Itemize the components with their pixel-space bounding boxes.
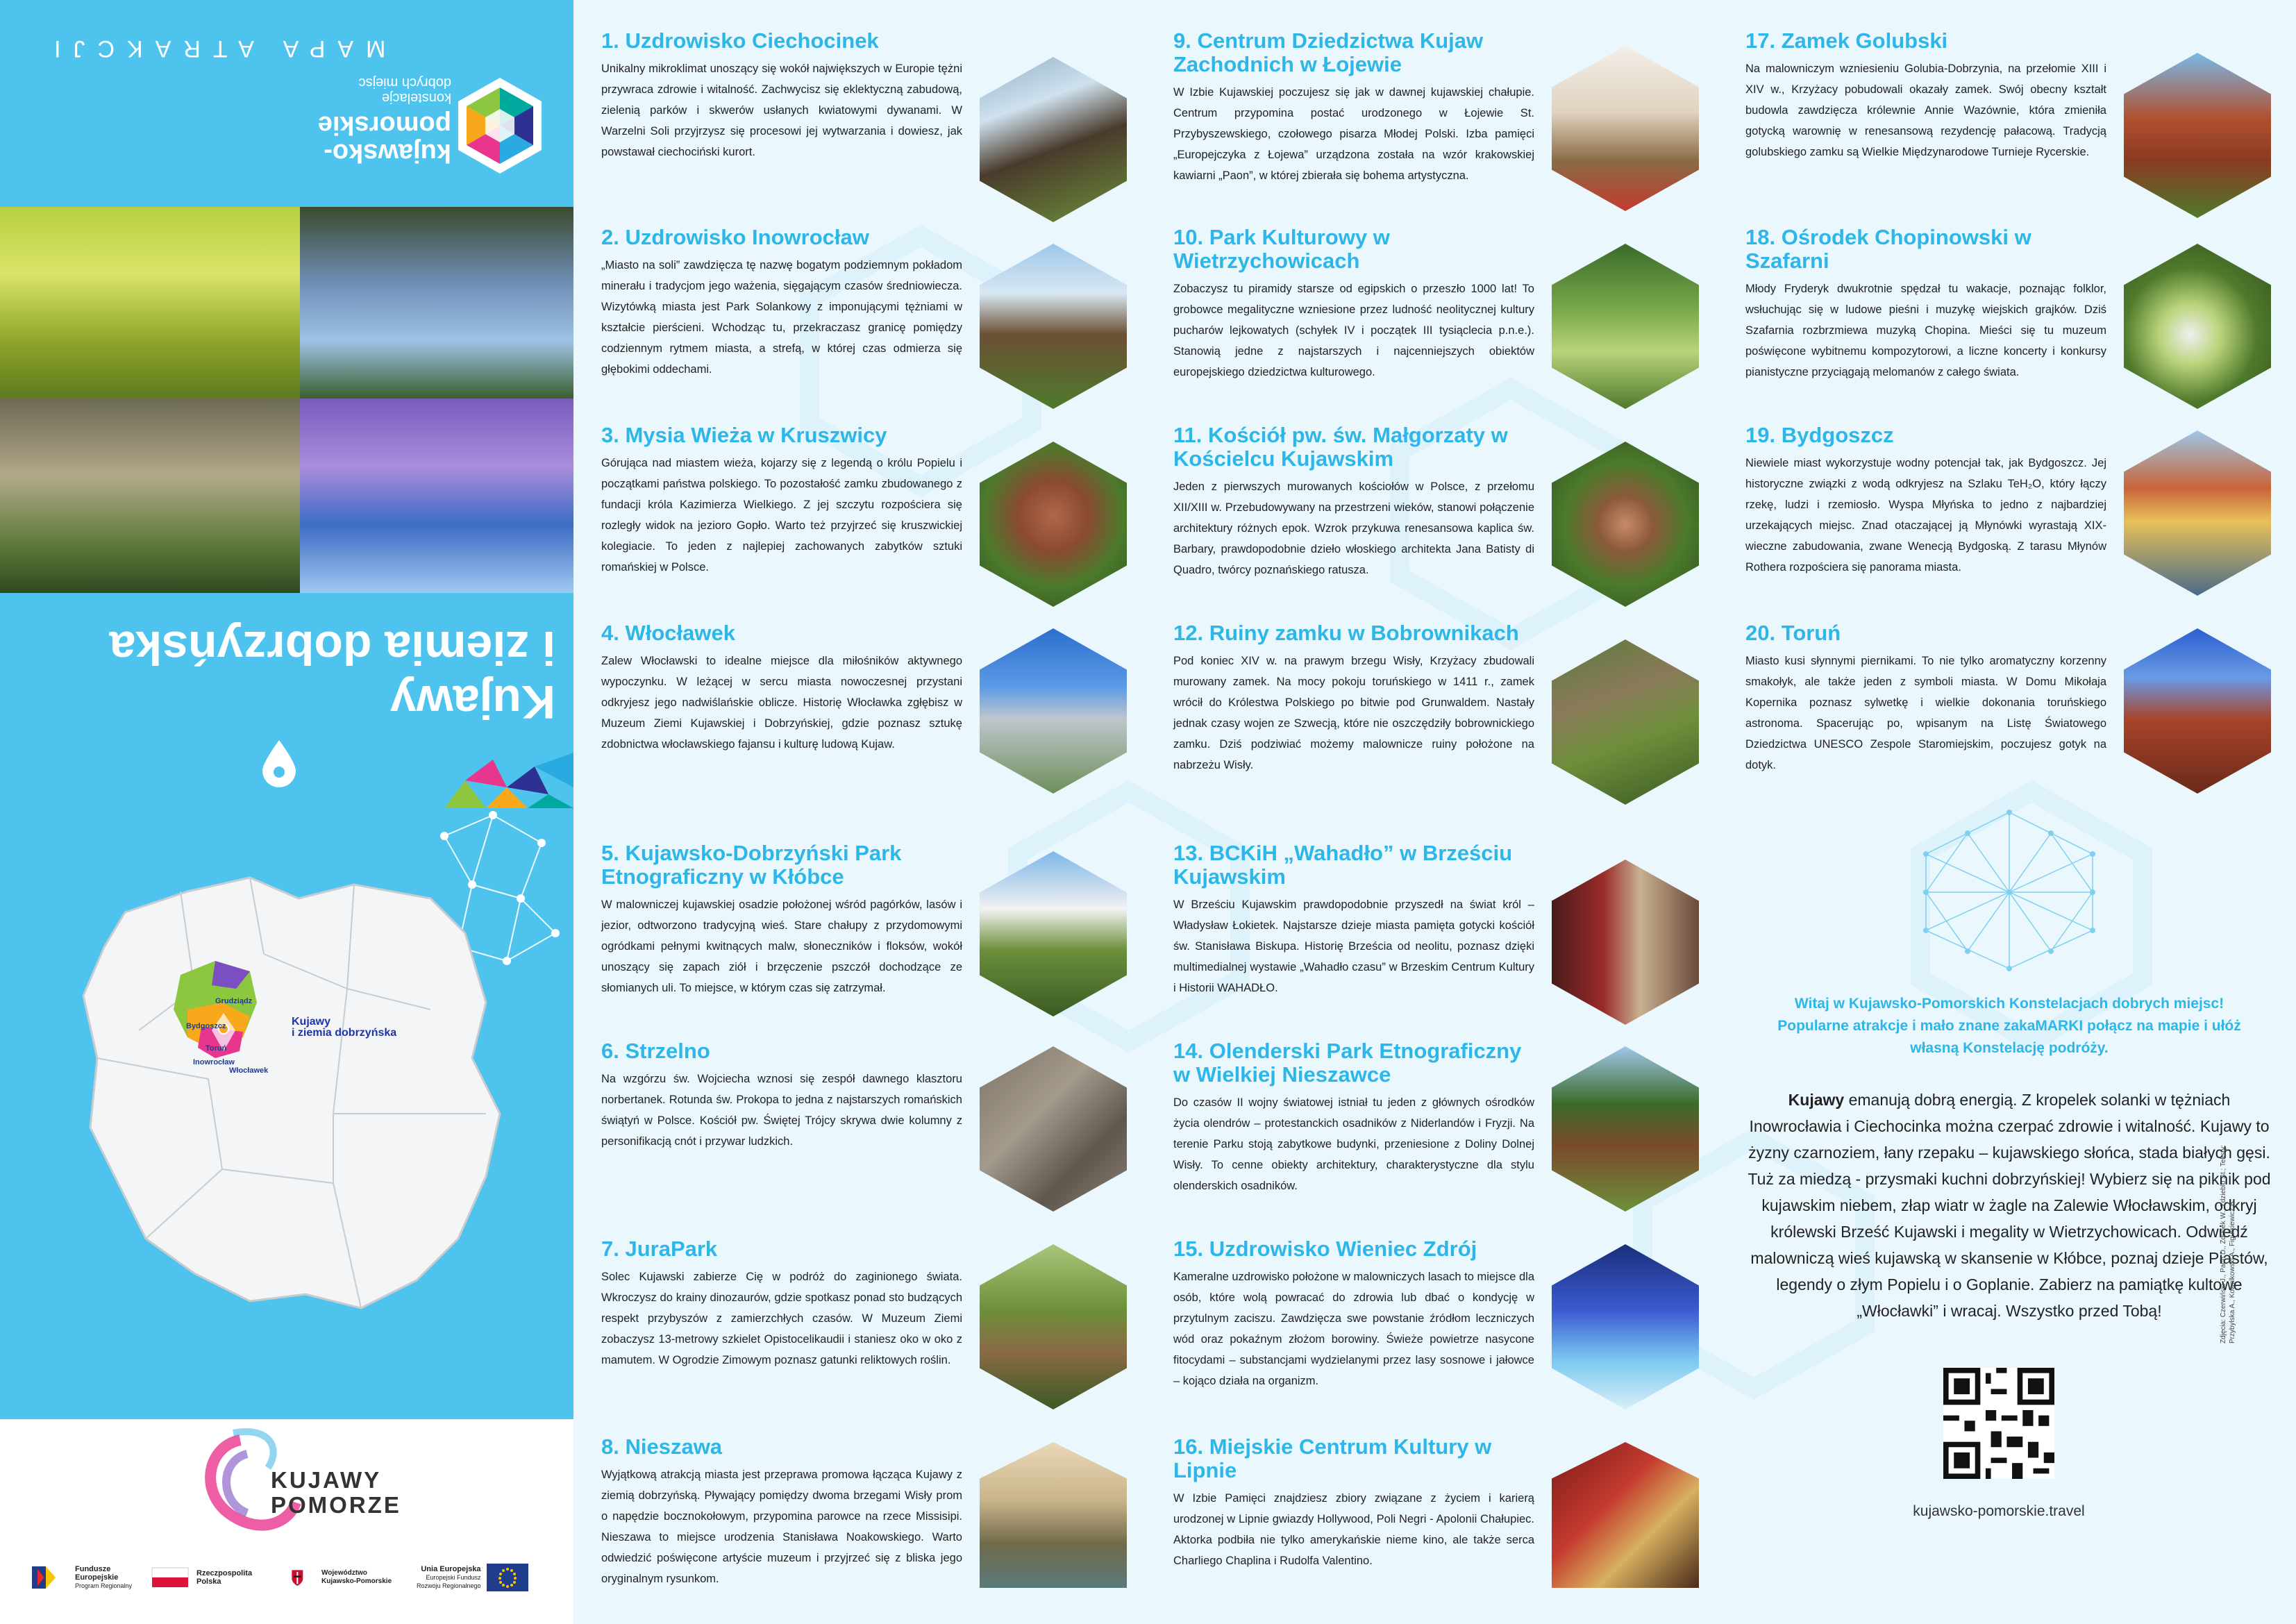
photo-hex-wloclawek (980, 628, 1127, 794)
attraction-title: 1. Uzdrowisko Ciechocinek (601, 28, 879, 53)
kujawy-pomorze-wordmark: KUJAWY POMORZE (271, 1467, 401, 1518)
attraction-text: Młody Fryderyk dwukrotnie spędzał tu wakacje, poznając folklor, wsłuchując się w ludowe pieśni i muzykę wiejskich grajków. Dziś Szafarnia rozbrzmiewa muzyką Chopina. Mieści się tu muzeum poświęcone wybitnemu kompozytorowi, a liczne koncerty i konkursy pianistyczne przyciągają melomanów z całego świata. (1745, 283, 2106, 378)
attraction-title: 8. Nieszawa (601, 1434, 723, 1459)
attraction-title: 17. Zamek Golubski (1745, 28, 1948, 53)
attraction-text: W malowniczej kujawskiej osadzie położonej wśród pagórków, lasów i jezior, odtworzono tradycyjną wieś. Stare chałupy z przydomowymi ogródkami pełnymi kwitnących malw, słoneczników i floksów, wokół unoszący się zapach ziół i brzęczenie pszczół dochodzące ze słomianych uli. To miejsce, w którym czas się zatrzymał. (601, 898, 962, 994)
invitation-text: Witaj w Kujawsko-Pomorskich Konstelacjach dobrych miejsc! Popularne atrakcje i mało znane zakaMARKI połącz na mapie i ułóż własną Konstelację podróży. (1777, 996, 2241, 1056)
attraction-title: 4. Włocławek (601, 621, 735, 645)
photo-hex-torun (2124, 628, 2271, 794)
cover-title-band (0, 593, 573, 808)
attraction-5 (601, 842, 1143, 998)
map-label-bydgoszcz: Bydgoszcz (186, 1022, 226, 1030)
attraction-title: 19. Bydgoszcz (1745, 423, 1894, 447)
attraction-12 (1173, 621, 1715, 776)
attraction-title: 5. Kujawsko-Dobrzyński Park Etnograficzny w Kłóbce (601, 841, 902, 889)
photo-hex-mysia-wieza (980, 442, 1127, 607)
attraction-14 (1173, 1039, 1715, 1196)
funding-logos-strip (28, 1557, 555, 1598)
attraction-11 (1173, 424, 1715, 580)
map-label-inowroclaw: Inowrocław (193, 1058, 235, 1066)
photo-hex-nieszawa (980, 1442, 1127, 1588)
constellation-logo-icon (458, 78, 542, 174)
photo-hex-lojewo (1552, 46, 1699, 211)
photo-hex-strzelno (980, 1046, 1127, 1212)
attraction-text: Unikalny mikroklimat unoszący się wokół największych w Europie tężni przywraca zdrowie i witalność. Zachwycisz się eklektyczną zabudową, zielenią parków i skwerów usłanych kwiatowymi dywanami. W Warzelni Soli przyjrzysz się procesowi jej wytwarzania i dowiesz, jak powstawał ciechociński kurort. (601, 62, 962, 158)
closing-body (1745, 1087, 2273, 1324)
photo-hex-inowroclaw (980, 244, 1127, 409)
attraction-text: Miasto kusi słynnymi piernikami. To nie tylko aromatyczny korzenny smakołyk, ale także jeden z symboli miasta. W Domu Mikołaja Kopernika poznasz sylwetkę i wielkie dokonania toruńskiego astronoma. Spacerując po, wpisanym na Listę Światowego Dziedzictwa UNESCO Zespole Staromiejskim, poczujesz gotyk na dotyk. (1745, 655, 2106, 771)
attraction-text: Zobaczysz tu piramidy starsze od egipskich o przeszło 1000 lat! To grobowce megalityczne wzniesione przez ludność neolitycznej kultury pucharów lejkowatych (schyłek IV i początek III tysiąclecia p.n.e.). Stanowią jedne z najstarszych i najcenniejszych obiektów europejskiego dziedzictwa kulturowego. (1173, 283, 1534, 378)
qr-code-icon[interactable] (1943, 1368, 2054, 1479)
logo-wojewodztwo: Województwo Kujawsko-Pomorskie (288, 1557, 392, 1598)
attraction-title: 7. JuraPark (601, 1237, 718, 1261)
attraction-title: 13. BCKiH „Wahadło” w Brześciu Kujawskim (1173, 841, 1513, 889)
photo-hex-golub (2124, 53, 2271, 218)
photo-hex-szafarnia (2124, 244, 2271, 409)
fundusze-icon (28, 1564, 69, 1591)
attraction-16 (1173, 1435, 1715, 1571)
attraction-text: Górująca nad miastem wieża, kojarzy się z legendą o królu Popielu i początkami państwa polskiego. To pozostałość zamku zbudowanego z fundacji króla Kazimierza Wielkiego. Z jej szczytu rozpościera się rozległy widok na jezioro Gopło. Warto też przyjrzeć się kruszwickiej kolegiacie. To jeden z najlepiej zachowanych zabytków sztuki romańskiej w Polsce. (601, 457, 962, 574)
photo-hex-koscielec (1552, 442, 1699, 607)
attraction-text: Na wzgórzu św. Wojciecha wznosi się zespół dawnego klasztoru norbertanek. Rotunda św. Prokopa to jedna z najstarszych romańskich świątyń w Polsce. Kościół pw. Świętej Trójcy skrywa dwie kolumny z personifikacją cnót i przywar ludzkich. (601, 1073, 962, 1148)
attraction-text: Do czasów II wojny światowej istniał tu jeden z głównych ośrodków życia olendrów – protestanckich osadników z Niderlandów i Fryzji. Na terenie Parku stoją zabytkowe budynki, przeniesione z Doliny Dolnej Wisły. To cenne obiekty architektury, charakterystyczne dla stylu olenderskich osadników. (1173, 1096, 1534, 1192)
attraction-text: Kameralne uzdrowisko położone w malowniczych lasach to miejsce dla osób, które wolą powracać do zdrowia lub dbać o kondycję w przytulnym zaciszu. Zawdzięcza swe powstanie źródłom leczniczych wód oraz pokaźnym złożom borowiny. Świeże powietrze nasycone fitocydami – substancjami wydzielanymi przez lasy sosnowe i jałowce – kojąco działa na organizm. (1173, 1271, 1534, 1387)
attraction-19 (1745, 424, 2287, 578)
photo-credits: Zdjęcia: Czerwiński J., Pach D., Zdunek W., Zdzieblo St.; Teksty: Przybylska A., Kowalkowski A., Figurkiewicz B. (2220, 1144, 2236, 1343)
polygon-art-icon (437, 753, 573, 808)
attraction-18 (1745, 226, 2287, 383)
attraction-title: 6. Strzelno (601, 1039, 710, 1063)
attraction-text: Zalew Włocławski to idealne miejsce dla miłośników aktywnego wypoczynku. W leżącej w sercu miasta nowoczesnej przystani odkryjesz jego nadwiślańskie oblicze. Historię Włocławka zgłębisz w Muzeum Ziemi Kujawskiej i Dobrzyńskiej, gdzie poznasz sztukę zdobnictwa włocławskiego fajansu i kulturę ludową Kujaw. (601, 655, 962, 751)
eu-flag-icon (487, 1564, 528, 1591)
attraction-2 (601, 226, 1143, 380)
attraction-title: 3. Mysia Wieża w Kruszwicy (601, 423, 887, 447)
photo-hex-wietrzychowice (1552, 244, 1699, 409)
map-label-grudziadz: Grudziądz (215, 997, 253, 1005)
attraction-text: Na malowniczym wzniesieniu Golubia-Dobrzynia, na przełomie XIII i XIV w., Krzyżacy pobudowali okazały zamek. Swój obecny kształt budowla zawdzięcza królewnie Annie Wazównie, która zmieniła gotycką warownię w renesansową rezydencję pałacową. Tradycją golubskiego zamku są Wielkie Międzynarodowe Turnieje Rycerskie. (1745, 62, 2106, 158)
photo-hex-bobrowniki (1552, 639, 1699, 805)
attraction-1 (601, 29, 1143, 162)
water-drop-icon (258, 739, 300, 787)
partner-logos (0, 1419, 573, 1624)
attraction-title: 15. Uzdrowisko Wieniec Zdrój (1173, 1237, 1477, 1261)
attraction-text: W Izbie Pamięci znajdziesz zbiory związane z życiem i karierą urodzonej w Lipnie gwiazdy Hollywood, Poli Negri - Apolonii Chałupiec. Aktorka podbiła nie tylko amerykańskie nieme kino, ale także serca Charliego Chaplina i Rudolfa Valentino. (1173, 1492, 1534, 1567)
attraction-title: 20. Toruń (1745, 621, 1841, 645)
photo-hex-wahadlo (1552, 860, 1699, 1025)
attraction-title: 10. Park Kulturowy w Wietrzychowicach (1173, 225, 1390, 273)
attraction-6 (601, 1039, 1143, 1152)
website-link[interactable]: kujawsko-pomorskie.travel (1913, 1503, 2085, 1519)
photo-hex-wielka-nieszawka (1552, 1046, 1699, 1212)
brand-name: kujawsko- pomorskie (317, 110, 451, 167)
constellation-hex-icon (1891, 805, 2127, 972)
attraction-title: 12. Ruiny zamku w Bobrownikach (1173, 621, 1519, 645)
attraction-title: 14. Olenderski Park Etnograficzny w Wielkiej Nieszawce (1173, 1039, 1522, 1087)
photo-hex-klobka (980, 851, 1127, 1016)
photo-hex-bydgoszcz (2124, 430, 2271, 596)
poland-flag-icon (149, 1564, 191, 1591)
logo-rzeczpospolita: Rzeczpospolita Polska (149, 1557, 252, 1598)
region-logo (243, 42, 542, 181)
attraction-text: „Miasto na soli” zawdzięcza tę nazwę bogatym podziemnym pokładom minerału i tradycjom jego ważenia, sięgającym czasów średniowiecza. Wizytówką miasta jest Park Solankowy z imponującymi tężniami w kształcie pierścieni. Wchodząc tu, przekraczasz granicę pomiędzy codziennym rytmem miasta, a strefą, w której czas odmierza się głębokimi oddechami. (601, 259, 962, 376)
attractions-content (573, 0, 2296, 1624)
attraction-text: Pod koniec XIV w. na prawym brzegu Wisły, Krzyżacy zbudowali murowany zamek. Na mocy pokoju toruńskiego w 1411 r., zamek wrócił do Królestwa Polskiego po bitwie pod Grunwaldem. Nastały jednak czasy wojen ze Szwecją, które nie oszczędziły bobrownickiego zamku. Dziś podziwiać możemy malownicze ruiny położone na nabrzeżu Wisły. (1173, 655, 1534, 771)
photo-lavender-sky (300, 399, 573, 593)
attraction-20 (1745, 621, 2287, 776)
attraction-text: Niewiele miast wykorzystuje wodny potencjał tak, jak Bydgoszcz. Jej historyczne związki z wodą odkryjesz na Szlaku TeH₂O, który łączy rzekę, ludzi i rzemiosło. Wyspa Młyńska to jedno z najbardziej urzekających miejsc. Znad otaczającej ją Młynówki wyrastają XIX-wieczne zabudowania, zwane Wenecją Bydgoską. Z tarasu Młynów Rothera rozpościera się panorama miasta. (1745, 457, 2106, 574)
attraction-4 (601, 621, 1143, 755)
attractions-column-1 (601, 0, 1157, 1624)
attraction-15 (1173, 1237, 1715, 1391)
attraction-10 (1173, 226, 1715, 383)
region-map-panel (0, 808, 573, 1419)
attraction-13 (1173, 842, 1715, 998)
attraction-text: W Izbie Kujawskiej poczujesz się jak w dawnej kujawskiej chałupie. Centrum przypomina postać urodzonego w Łojewie St. Przybyszewskiego, czołowego pisarza Młodej Polski. Izba pamięci „Europejczyka z Łojewa” urządzona została na wzór krakowskiej kawiarni „Paon”, w której zbierała się bohema artystyczna. (1173, 86, 1534, 182)
logo-unia-europejska: Unia Europejska Europejski Fundusz Rozwoju Regionalnego (417, 1557, 534, 1598)
cover-title: Kujawy i ziemia dobrzyńska (109, 621, 555, 728)
attraction-17 (1745, 29, 2287, 162)
attraction-text: Wyjątkową atrakcją miasta jest przeprawa promowa łącząca Kujawy z ziemią dobrzyńską. Pływający pomiędzy dwoma brzegami Wisły prom o napędzie bocznokołowym, przypomina parowce na rzece Missisipi. Nieszawa to miejsce urodzenia Stanisława Noakowskiego. Warto odwiedzić poświęcone artyście muzeum i przyjrzeć się z bliska jego oryginalnym rysunkom. (601, 1468, 962, 1585)
attraction-title: 11. Kościół pw. św. Małgorzaty w Kościelcu Kujawskim (1173, 423, 1508, 471)
closing-text: emanują dobrą energią. Z kropelek solanki w tężniach Inowrocławia i Ciechocinka można czerpać zdrowie i witalność. Kujawy to żyzny czarnoziem, łany rzepaku – kujawskiego słońca, stada białych gęsi. Tuż za miedzą - przysmaki kuchni dobrzyńskiej! Wybierz się na piknik pod kujawskim niebem, złap wiatr w żagle na Zalewie Włocławskim, odkryj królewski Brześć Kujawski i megality w Wietrzychowicach. Odwiedź malowniczą wieś kujawską w skansenie w Kłóbce, poznaj dzieje Piastów, legendy o złym Popielu i o Goplanie. Zabierz na pamiątkę kultowe „Włocławki” i wracaj. Wszystko przed Tobą! (1748, 1091, 2271, 1320)
attractions-column-2 (1173, 0, 1729, 1624)
closing-lead: Kujawy (1788, 1091, 1845, 1109)
attraction-7 (601, 1237, 1143, 1371)
attraction-text: W Brześciu Kujawskim prawdopodobnie przyszedł na świat król – Władysław Łokietek. Najstarsze dzieje miasta pamięta gotycki kościół św. Stanisława Biskupa. Historię Brześcia od neolitu, poznasz dzięki multimedialnej wystawie „Wahadło czasu” w Brzeskim Centrum Kultury i Historii WAHADŁO. (1173, 898, 1534, 994)
cover-column (0, 0, 573, 1624)
attraction-9 (1173, 29, 1715, 186)
map-label-torun: Toruń (206, 1044, 227, 1053)
map-label-wloclawek: Włocławek (229, 1066, 269, 1075)
photo-graduation-tower (300, 207, 573, 399)
photo-hex-ciechocinek (980, 57, 1127, 222)
photo-countryside (0, 399, 300, 593)
attraction-title: 9. Centrum Dziedzictwa Kujaw Zachodnich w Łojewie (1173, 28, 1484, 76)
photo-hex-lipno (1552, 1442, 1699, 1588)
photo-rapeseed-field (0, 207, 300, 399)
map-region-label: Kujawy i ziemia dobrzyńska (292, 1016, 397, 1039)
brand-tagline: konstelacje dobrych miejsc (358, 75, 451, 106)
cover-photo-grid (0, 207, 573, 593)
attraction-8 (601, 1435, 1143, 1589)
attraction-title: 2. Uzdrowisko Inowrocław (601, 225, 869, 249)
poland-map (42, 850, 528, 1350)
attraction-3 (601, 424, 1143, 578)
photo-hex-jurapark (980, 1244, 1127, 1409)
map-heading: MAPA ATRAKCJI (42, 35, 386, 62)
attraction-title: 18. Ośrodek Chopinowski w Szafarni (1745, 225, 2031, 273)
logo-fundusze-europejskie: Fundusze Europejskie Program Regionalny (28, 1557, 132, 1598)
cover-top-band (0, 0, 573, 207)
attraction-title: 16. Miejskie Centrum Kultury w Lipnie (1173, 1434, 1492, 1482)
photo-hex-wieniec-zdroj (1552, 1244, 1699, 1409)
attraction-text: Solec Kujawski zabierze Cię w podróż do zaginionego świata. Wkroczysz do krainy dinozaurów, gdzie spotkasz ponad sto budzących respekt przybyszów z zamierzchłych czasów. W Muzeum Ziemi zobaczysz 13-metrowy szkielet Opistocelikaudii i staniesz oko w oko z mamutem. W Ogrodzie Zimowym poznasz gatunki reliktowych roślin. (601, 1271, 962, 1366)
attraction-text: Jeden z pierwszych murowanych kościołów w Polsce, z przełomu XII/XIII w. Przebudowywany na przestrzeni wieków, stanowi połączenie architektury różnych epok. Wzrok przykuwa renesansowa kaplica św. Barbary, prawdopodobnie dzieło włoskiego architekta Jana Batisty di Quadro, twórcy poznańskiego ratusza. (1173, 480, 1534, 576)
voivodeship-coat-icon (288, 1564, 316, 1591)
